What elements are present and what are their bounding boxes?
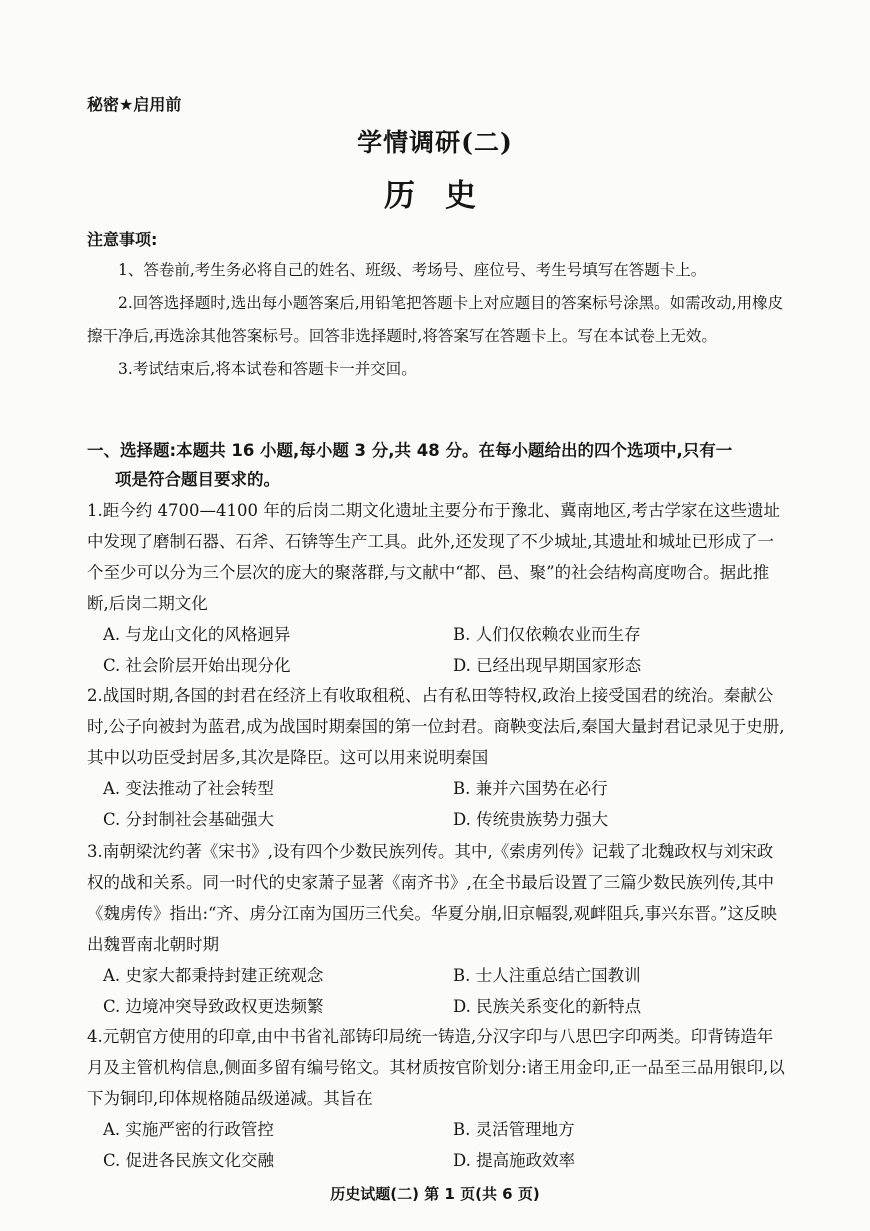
notice-item: 1、答卷前,考生务必将自己的姓名、班级、考场号、座位号、考生号填写在答题卡上。: [118, 261, 707, 279]
confidential-label: 秘密★启用前: [87, 95, 182, 114]
question-options: [87, 1114, 787, 1176]
option-a: A. 与龙山文化的风格迥异: [103, 625, 291, 644]
option-a: A. 史家大都秉持封建正统观念: [103, 966, 324, 985]
section-heading-line: 项是符合题目要求的。: [115, 470, 280, 489]
option-d: D. 已经出现早期国家形态: [453, 656, 642, 675]
question-options: [87, 773, 787, 835]
question-1: [87, 495, 787, 681]
question-2: [87, 680, 787, 835]
notice-item: 3.考试结束后,将本试卷和答题卡一并交回。: [118, 360, 417, 378]
option-b: B. 人们仅依赖农业而生存: [453, 625, 641, 644]
question-stem: 1.距今约 4700—4100 年的后岗二期文化遗址主要分布于豫北、冀南地区,考古学家在这些遗址中发现了磨制石器、石斧、石锛等生产工具。此外,还发现了不少城址,其遗址和城址已形成了一个至少可以分为三个层次的庞大的聚落群,与文献中“都、邑、聚”的社会结构高度吻合。据此推断,后岗二期文化: [87, 501, 780, 613]
section-heading-line: 一、选择题:本题共 16 小题,每小题 3 分,共 48 分。在每小题给出的四个选项中,只有一: [87, 441, 733, 460]
question-stem: 4.元朝官方使用的印章,由中书省礼部铸印局统一铸造,分汉字印与八思巴字印两类。印背铸造年月及主管机构信息,侧面多留有编号铭文。其材质按官阶划分:诸王用金印,正一品至三品用银印,以下为铜印,印体规格随品级递减。其旨在: [87, 1027, 785, 1108]
option-c: C. 分封制社会基础强大: [103, 810, 275, 829]
question-options: [87, 619, 787, 681]
option-a: A. 实施严密的行政管控: [103, 1120, 274, 1139]
option-d: D. 民族关系变化的新特点: [453, 997, 642, 1016]
notice-heading: 注意事项:: [87, 230, 158, 249]
option-c: C. 社会阶层开始出现分化: [103, 656, 291, 675]
subject-title: 历史: [384, 178, 506, 214]
option-d: D. 传统贵族势力强大: [453, 810, 609, 829]
section-heading: [87, 436, 787, 494]
option-c: C. 边境冲突导致政权更迭频繁: [103, 997, 324, 1016]
option-c: C. 促进各民族文化交融: [103, 1151, 275, 1170]
notice-list: [87, 254, 787, 386]
option-d: D. 提高施政效率: [453, 1151, 576, 1170]
question-3: [87, 836, 787, 1022]
exam-title: 学情调研(二): [357, 128, 513, 157]
page-footer: 历史试题(二) 第 1 页(共 6 页): [330, 1185, 540, 1203]
question-options: [87, 960, 787, 1022]
option-b: B. 士人注重总结亡国教训: [453, 966, 641, 985]
notice-item: 2.回答选择题时,选出每小题答案后,用铅笔把答题卡上对应题目的答案标号涂黑。如需改动,用橡皮擦干净后,再选涂其他答案标号。回答非选择题时,将答案写在答题卡上。写在本试卷上无效。: [87, 294, 784, 345]
option-b: B. 灵活管理地方: [453, 1120, 575, 1139]
question-stem: 3.南朝梁沈约著《宋书》,设有四个少数民族列传。其中,《索虏列传》记载了北魏政权与刘宋政权的战和关系。同一时代的史家萧子显著《南齐书》,在全书最后设置了三篇少数民族列传,其中《魏虏传》指出:“齐、虏分江南为国历三代矣。华夏分崩,旧京幅裂,观衅阻兵,事兴东晋。”这反映出魏晋南北朝时期: [87, 842, 777, 954]
question-4: [87, 1021, 787, 1176]
question-stem: 2.战国时期,各国的封君在经济上有收取租税、占有私田等特权,政治上接受国君的统治。秦献公时,公子向被封为蓝君,成为战国时期秦国的第一位封君。商鞅变法后,秦国大量封君记录见于史册,其中以功臣受封居多,其次是降臣。这可以用来说明秦国: [87, 686, 785, 767]
option-b: B. 兼并六国势在必行: [453, 779, 608, 798]
option-a: A. 变法推动了社会转型: [103, 779, 274, 798]
